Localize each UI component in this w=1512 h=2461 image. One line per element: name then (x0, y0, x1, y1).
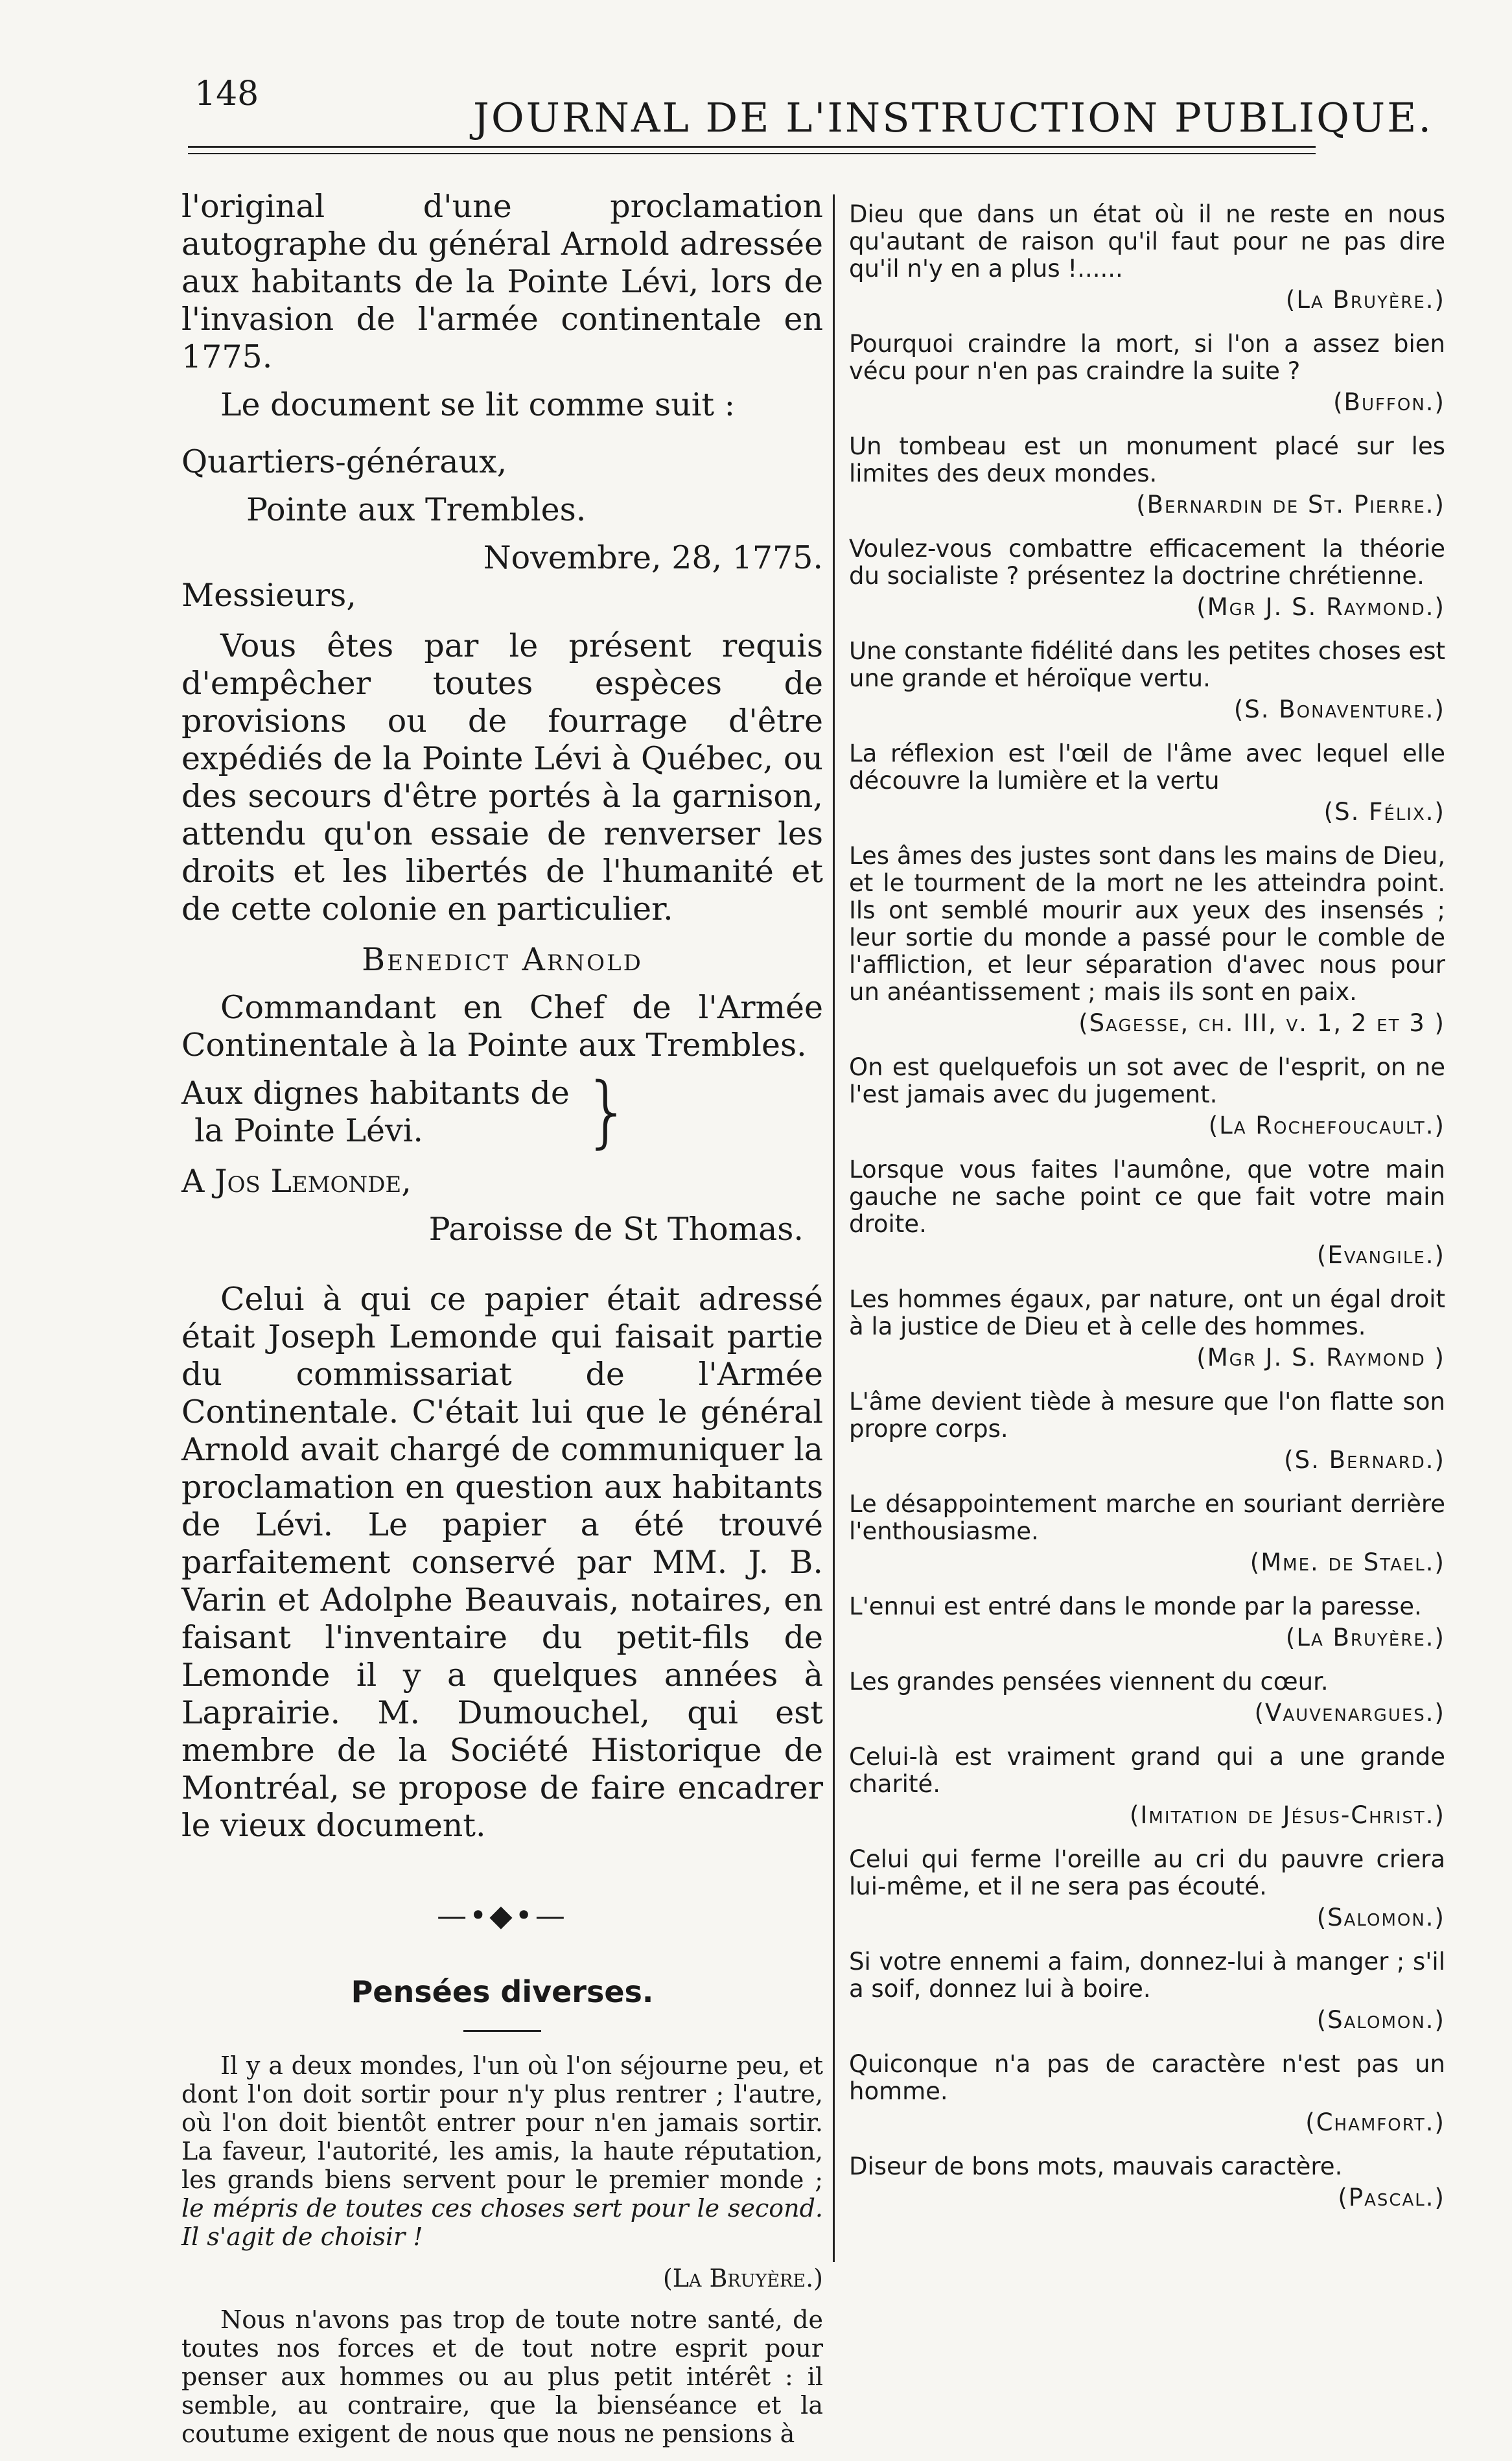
quote-attribution: (Salomon.) (1316, 2006, 1445, 2034)
commentary-paragraph: Celui à qui ce papier était adressé était Joseph Lemonde qui faisait partie du commissariat de l'Armée Continentale. C'était lui que le général Arnold avait chargé de communiquer la proclamation en question aux habitants de Lévi. Le papier a été trouvé parfaitement conservé par MM. J. B. Varin et Adolphe Beauvais, notaires, en faisant l'inventaire du petit-fils de Lemonde il y a quelques années à Laprairie. M. Dumouchel, qui est membre de la Société Historique de Montréal, se propose de faire encadrer le vieux document. (181, 1281, 823, 1844)
quote-text: Voulez-vous combattre efficacement la théorie du socialiste ? présentez la doctrine chrétienne. (849, 535, 1445, 590)
pensee-1-italic: le mépris de toutes ces choses sert pour le second. Il s'agit de choisir ! (181, 2194, 823, 2251)
quote-item (849, 1156, 1445, 1269)
header-rule (188, 146, 1316, 148)
quote-attribution: (Mgr J. S. Raymond ) (1196, 1344, 1445, 1371)
signature-title: Commandant en Chef de l'Armée Continentale à la Pointe aux Trembles. (181, 989, 823, 1064)
lead-line: Le document se lit comme suit : (220, 386, 736, 423)
proclamation-date: Novembre, 28, 1775. (483, 539, 823, 576)
quote-item (849, 2153, 1445, 2211)
quote-item (849, 843, 1445, 1037)
pensee-1-text: Il y a deux mondes, l'un où l'on séjourne peu, et dont l'on doit sortir pour n'y plus rentrer ; l'autre, où l'on doit bientôt entrer pour n'en jamais sortir. La faveur, l'autorité, les amis, la haute réputation, les grands biens servent pour le premier monde ; (181, 2051, 823, 2194)
section-rule (463, 2030, 541, 2032)
quote-text: Un tombeau est un monument placé sur les limites des deux mondes. (849, 432, 1445, 487)
intro-paragraph: l'original d'une proclamation autographe du général Arnold adressée aux habitants de la Pointe Lévi, lors de l'invasion de l'armée continentale en 1775. (181, 188, 823, 375)
column-divider (833, 194, 835, 2262)
journal-title: JOURNAL DE L'INSTRUCTION PUBLIQUE. (473, 94, 1434, 141)
right-column (849, 201, 1445, 2228)
quote-item (849, 638, 1445, 723)
quote-item (849, 433, 1445, 519)
addressee-block (181, 1067, 823, 1157)
quote-attribution: (Salomon.) (1316, 1904, 1445, 1931)
quote-item (849, 1948, 1445, 2034)
quote-attribution: (Imitation de Jésus-Christ.) (1130, 1801, 1445, 1829)
pensee-1-attribution: (La Bruyère.) (662, 2264, 823, 2292)
quote-text: Une constante fidélité dans les petites choses est une grande et héroïque vertu. (849, 637, 1445, 692)
quote-text: L'âme devient tiède à mesure que l'on flatte son propre corps. (849, 1388, 1445, 1443)
header-rule-double (188, 153, 1316, 154)
left-column (181, 188, 823, 2461)
page-header (194, 68, 1434, 141)
quote-text: On est quelquefois un sot avec de l'esprit, on ne l'est jamais avec du jugement. (849, 1053, 1445, 1108)
quote-item (849, 1491, 1445, 1576)
quote-attribution: (Chamfort.) (1305, 2108, 1445, 2136)
section-title: Pensées diverses. (351, 1974, 654, 2009)
proclamation-body: Vous êtes par le présent requis d'empêcher toutes espèces de provisions ou de fourrage d'être expédiés de la Pointe Lévi à Québec, ou des secours d'être portés à la garnison, attendu qu'on essaie de renverser les droits et les libertés de l'humanité et de cette colonie en particulier. (181, 627, 823, 927)
quote-text: Quiconque n'a pas de caractère n'est pas un homme. (849, 2050, 1445, 2105)
quote-attribution: (Mme. de Stael.) (1250, 1548, 1445, 1576)
quote-text: Lorsque vous faites l'aumône, que votre main gauche ne sache point ce que fait votre main droite. (849, 1156, 1445, 1238)
signature: Benedict Arnold (362, 941, 643, 978)
quote-text: L'ennui est entré dans le monde par la paresse. (849, 1592, 1422, 1620)
quote-attribution: (La Rochefoucault.) (1208, 1112, 1445, 1139)
quote-text: Les âmes des justes sont dans les mains de Dieu, et le tourment de la mort ne les atteindra point. Ils ont semblé mourir aux yeux des insensés ; leur sortie du monde a passé pour le comble de l'affliction, et leur séparation d'avec nous pour un anéantissement ; mais ils sont en paix. (849, 842, 1445, 1006)
quote-text: La réflexion est l'œil de l'âme avec lequel elle découvre la lumière et la vertu (849, 740, 1445, 795)
quote-attribution: (La Bruyère.) (1285, 1624, 1445, 1651)
quote-item (849, 535, 1445, 621)
quote-attribution: (Buffon.) (1333, 388, 1445, 416)
quote-item (849, 1286, 1445, 1371)
place-line-2: Pointe aux Trembles. (246, 491, 587, 528)
recipient: A Jos Lemonde, (181, 1163, 412, 1200)
quote-item (849, 1744, 1445, 1829)
quote-item (849, 1388, 1445, 1474)
quote-text: Celui qui ferme l'oreille au cri du pauvre criera lui-même, et il ne sera pas écouté. (849, 1845, 1445, 1900)
quote-attribution: (S. Bonaventure.) (1233, 695, 1445, 723)
ornament-divider: —•◆•— (437, 1898, 568, 1933)
quote-attribution: (Mgr J. S. Raymond.) (1196, 593, 1445, 621)
quote-text: Dieu que dans un état où il ne reste en nous qu'autant de raison qu'il faut pour ne pas dire qu'il n'y en a plus !...... (849, 200, 1445, 283)
quote-item (849, 1593, 1445, 1651)
quote-attribution: (Evangile.) (1316, 1241, 1445, 1269)
quote-item (849, 1846, 1445, 1931)
quote-attribution: (S. Bernard.) (1284, 1446, 1445, 1474)
pensee-2: Nous n'avons pas trop de toute notre santé, de toutes nos forces et de tout notre esprit pour penser aux hommes ou au plus petit intérêt : il semble, au contraire, que la bienséance et la coutume exigent de nous que nous ne pensions à (181, 2305, 823, 2448)
addressee-line-1: Aux dignes habitants de (181, 1075, 570, 1112)
quote-item (849, 740, 1445, 826)
quote-item (849, 2051, 1445, 2136)
quote-text: Diseur de bons mots, mauvais caractère. (849, 2152, 1343, 2180)
quote-text: Les grandes pensées viennent du cœur. (849, 1668, 1329, 1696)
page-number: 148 (194, 75, 259, 113)
quote-text: Le désappointement marche en souriant derrière l'enthousiasme. (849, 1490, 1445, 1545)
brace: } (582, 1067, 633, 1157)
quote-attribution: (Pascal.) (1338, 2184, 1445, 2211)
addressee-line-2: la Pointe Lévi. (194, 1112, 423, 1149)
quote-text: Les hommes égaux, par nature, ont un égal droit à la justice de Dieu et à celle des hommes. (849, 1285, 1445, 1340)
parish: Paroisse de St Thomas. (428, 1211, 804, 1248)
pensees-left (181, 2051, 823, 2448)
quote-attribution: (Sagesse, ch. III, v. 1, 2 et 3 ) (1078, 1009, 1445, 1037)
salutation: Messieurs, (181, 577, 356, 614)
quote-text: Si votre ennemi a faim, donnez-lui à manger ; s'il a soif, donnez lui à boire. (849, 1948, 1445, 2003)
pensee-1 (181, 2051, 823, 2251)
quote-item (849, 331, 1445, 416)
quote-attribution: (Vauvenargues.) (1254, 1699, 1445, 1727)
quote-text: Celui-là est vraiment grand qui a une grande charité. (849, 1743, 1445, 1798)
quote-attribution: (Bernardin de St. Pierre.) (1136, 491, 1445, 519)
quote-attribution: (S. Félix.) (1323, 798, 1445, 826)
quote-item (849, 1054, 1445, 1139)
place-line-1: Quartiers-généraux, (181, 443, 507, 480)
quote-text: Pourquoi craindre la mort, si l'on a assez bien vécu pour n'en pas craindre la suite ? (849, 330, 1445, 385)
quote-attribution: (La Bruyère.) (1285, 286, 1445, 314)
quote-item (849, 1668, 1445, 1727)
quote-item (849, 201, 1445, 314)
